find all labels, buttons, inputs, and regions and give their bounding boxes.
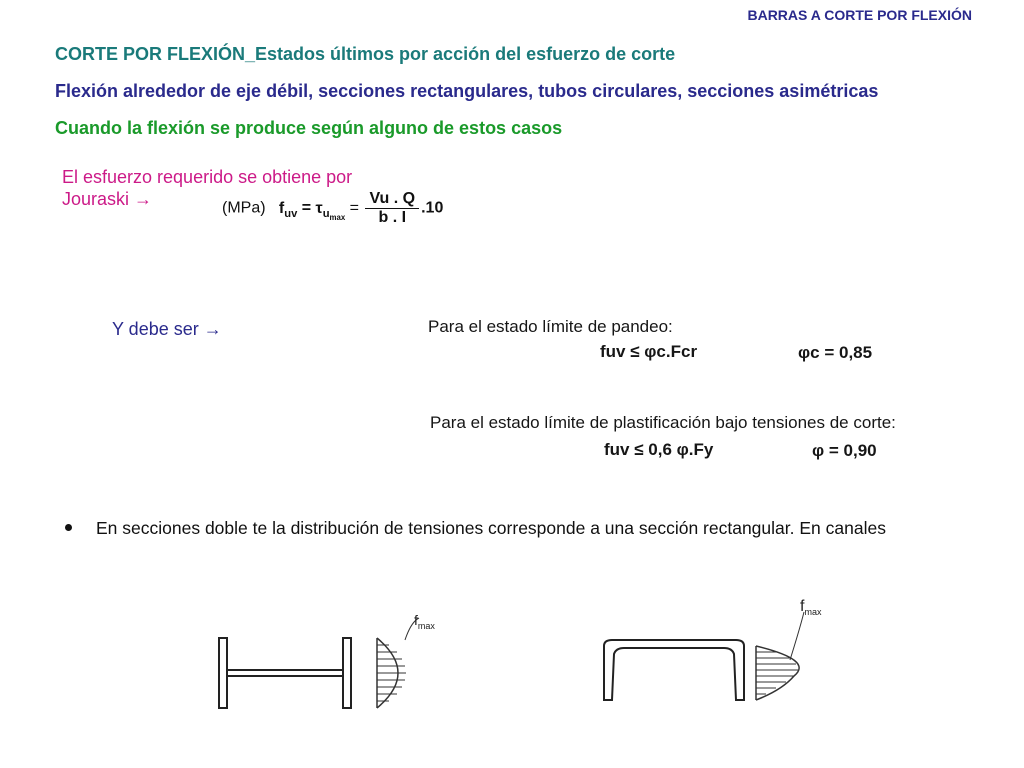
i-section-right-flange: [343, 638, 351, 708]
i-section-left-flange: [219, 638, 227, 708]
jouraski-formula: [222, 190, 443, 227]
plastificacion-phi: φ = 0,90: [812, 441, 877, 460]
pandeo-formula: fuv ≤ φc.Fcr: [600, 342, 698, 361]
formula-factor: .10: [421, 199, 444, 217]
fmax-label-right: $f_{max}$: [800, 598, 822, 618]
bullet-icon: [65, 524, 72, 531]
formula-denominator: b . I: [378, 209, 407, 226]
title-line-3: Cuando la flexión se produce según alguno de estos casos: [55, 118, 563, 138]
jouraski-label: El esfuerzo requerido se obtiene por Jouraski: [62, 167, 353, 209]
channel-section-figure: [590, 598, 830, 718]
arrow-right-icon: →: [203, 319, 222, 339]
arrow-right-icon: →: [134, 189, 153, 209]
stress-distribution-left: [377, 618, 419, 708]
title-line-2: Flexión alrededor de eje débil, secciones rectangulares, tubos circulares, secciones asimétricas: [55, 81, 879, 101]
plastificacion-title: Para el estado límite de plastificación bajo tensiones de corte:: [430, 413, 896, 432]
formula-fraction: [365, 190, 419, 227]
section-header: BARRAS A CORTE POR FLEXIÓN: [747, 7, 972, 23]
requirement-label: Y debe ser: [112, 319, 199, 339]
stress-distribution-right: [756, 612, 804, 700]
formula-equals-2: =: [349, 199, 359, 217]
pandeo-title: Para el estado límite de pandeo:: [428, 317, 673, 336]
formula-tau: $\tau_{u_{max}}$: [315, 199, 346, 223]
formula-unit: (MPa): [222, 199, 266, 217]
pandeo-phi: φc = 0,85: [798, 343, 873, 362]
channel-outline: [604, 640, 744, 700]
formula-numerator: Vu . Q: [365, 190, 419, 209]
plastificacion-formula: fuv ≤ 0,6 φ.Fy: [604, 440, 714, 459]
formula-lhs: $f_{uv}$: [278, 199, 298, 220]
title-line-1: CORTE POR FLEXIÓN_Estados últimos por acción del esfuerzo de corte: [55, 44, 676, 64]
fmax-label-left: $f_{max}$: [414, 612, 435, 631]
requirement-text: [112, 319, 222, 340]
bullet-paragraph: [65, 517, 965, 540]
bullet-text: En secciones doble te la distribución de tensiones corresponde a una sección rectangular. En canales: [96, 518, 886, 538]
formula-equals: =: [301, 199, 312, 217]
